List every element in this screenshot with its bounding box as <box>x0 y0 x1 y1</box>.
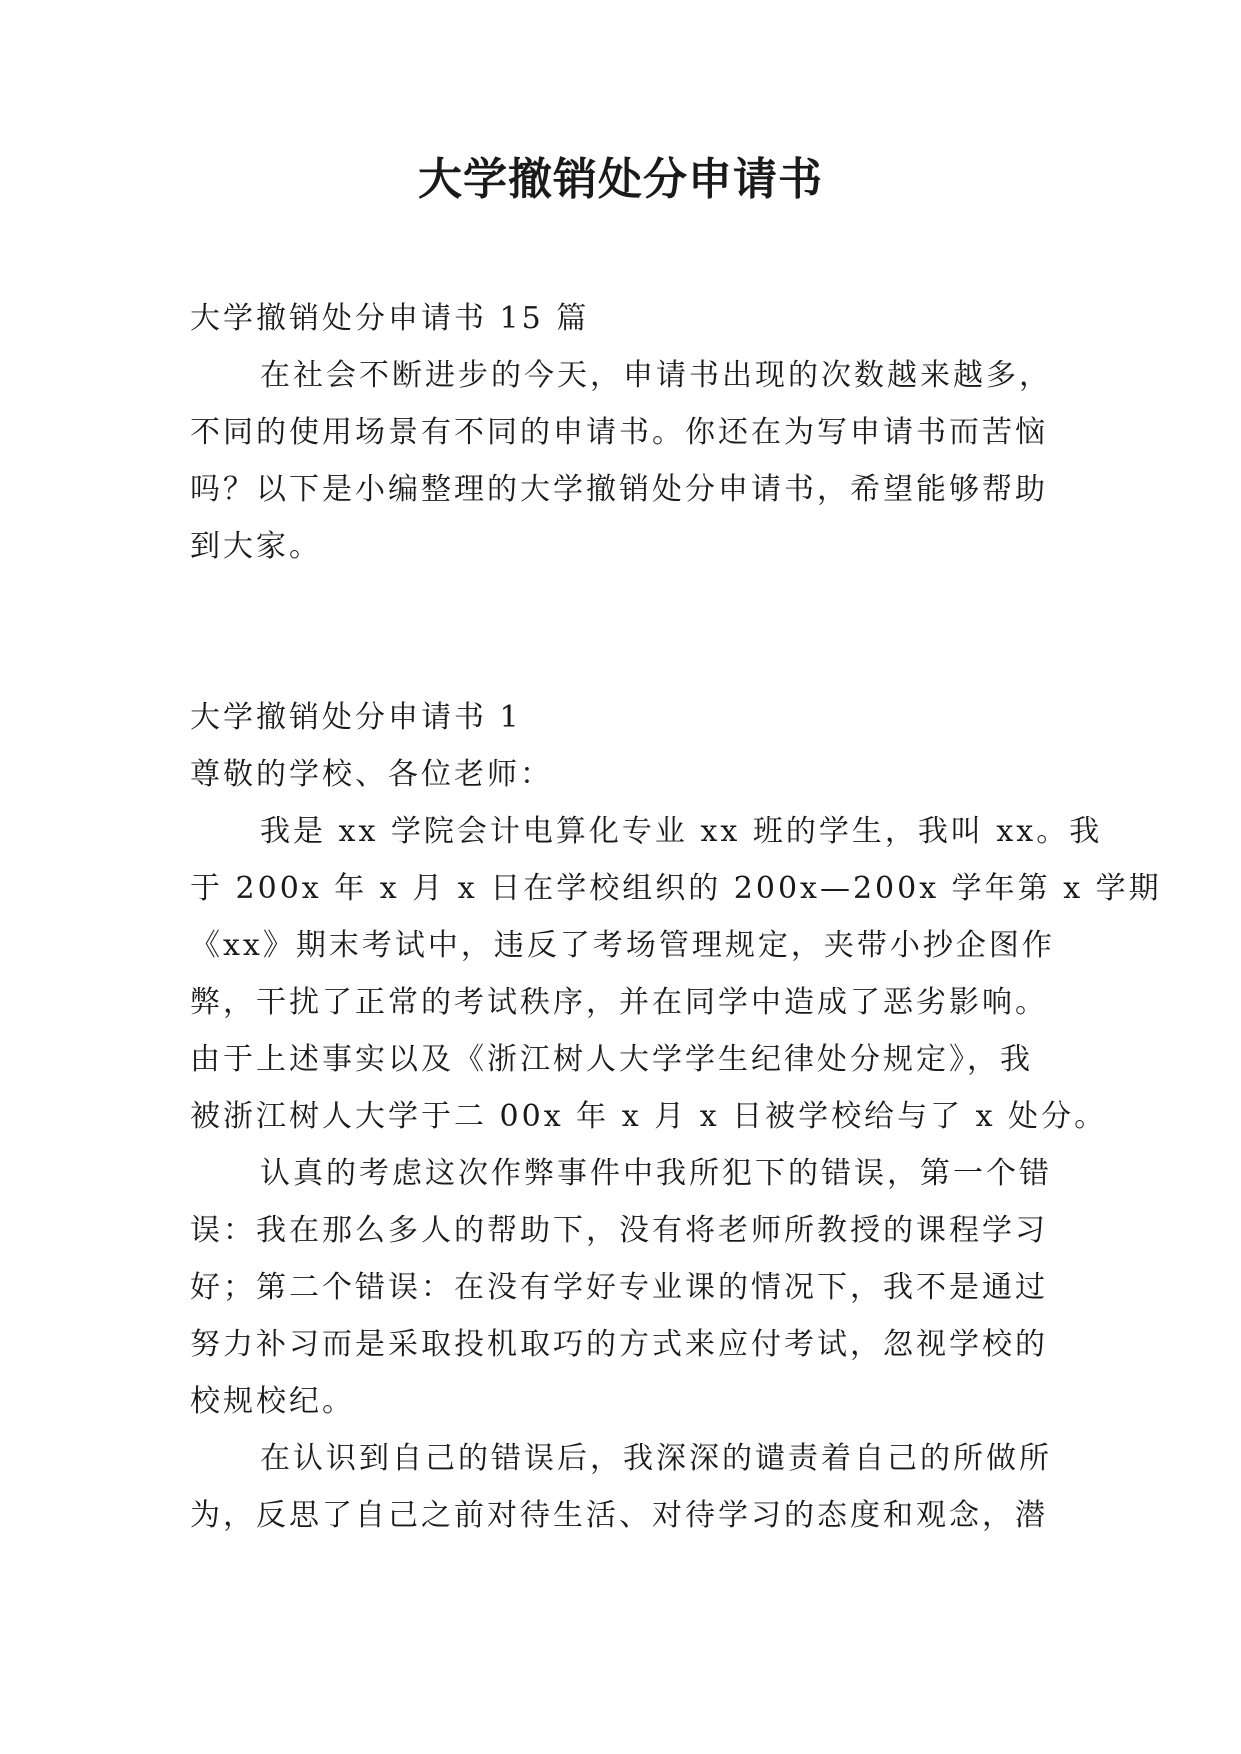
document-body <box>190 290 1162 1544</box>
paragraph-line: 认真的考虑这次作弊事件中我所犯下的错误，第一个错 <box>260 1156 1052 1191</box>
intro-line: 在社会不断进步的今天，申请书出现的次数越来越多， <box>260 358 1052 393</box>
paragraph-2 <box>190 1145 1070 1430</box>
intro-line: 不同的使用场景有不同的申请书。你还在为写申请书而苦恼 <box>190 415 1048 450</box>
paragraph-line: 弊，干扰了正常的考试秩序，并在同学中造成了恶劣影响。 <box>190 985 1048 1020</box>
section-spacer <box>190 575 1070 689</box>
paragraph-line: 于 200x 年 x 月 x 日在学校组织的 200x—200x 学年第 x 学期 <box>190 871 1162 906</box>
paragraph-line: 《xx》期末考试中，违反了考场管理规定，夹带小抄企图作 <box>190 928 1055 963</box>
paragraph-line: 由于上述事实以及《浙江树人大学学生纪律处分规定》，我 <box>190 1042 1033 1077</box>
paragraph-3 <box>190 1430 1070 1544</box>
paragraph-line: 在认识到自己的错误后，我深深的谴责着自己的所做所 <box>260 1441 1052 1476</box>
intro-paragraph <box>190 347 1070 575</box>
intro-line: 到大家。 <box>190 529 322 564</box>
paragraph-line: 好；第二个错误：在没有学好专业课的情况下，我不是通过 <box>190 1270 1048 1305</box>
paragraph-line: 校规校纪。 <box>190 1384 355 1419</box>
intro-line: 吗？以下是小编整理的大学撤销处分申请书，希望能够帮助 <box>190 472 1048 507</box>
document-title: 大学撤销处分申请书 <box>418 154 823 205</box>
paragraph-line: 努力补习而是采取投机取巧的方式来应付考试，忽视学校的 <box>190 1327 1048 1362</box>
paragraph-line: 被浙江树人大学于二 00x 年 x 月 x 日被学校给与了 x 处分。 <box>190 1099 1108 1134</box>
paragraph-1 <box>190 803 1162 1145</box>
paragraph-line: 为，反思了自己之前对待生活、对待学习的态度和观念，潜 <box>190 1498 1048 1533</box>
section-heading: 大学撤销处分申请书 1 <box>190 700 522 735</box>
paragraph-line: 我是 xx 学院会计电算化专业 xx 班的学生，我叫 xx。我 <box>260 814 1103 849</box>
paragraph-line: 误：我在那么多人的帮助下，没有将老师所教授的课程学习 <box>190 1213 1048 1248</box>
salutation: 尊敬的学校、各位老师： <box>190 757 553 792</box>
document-subtitle: 大学撤销处分申请书 15 篇 <box>190 301 590 336</box>
